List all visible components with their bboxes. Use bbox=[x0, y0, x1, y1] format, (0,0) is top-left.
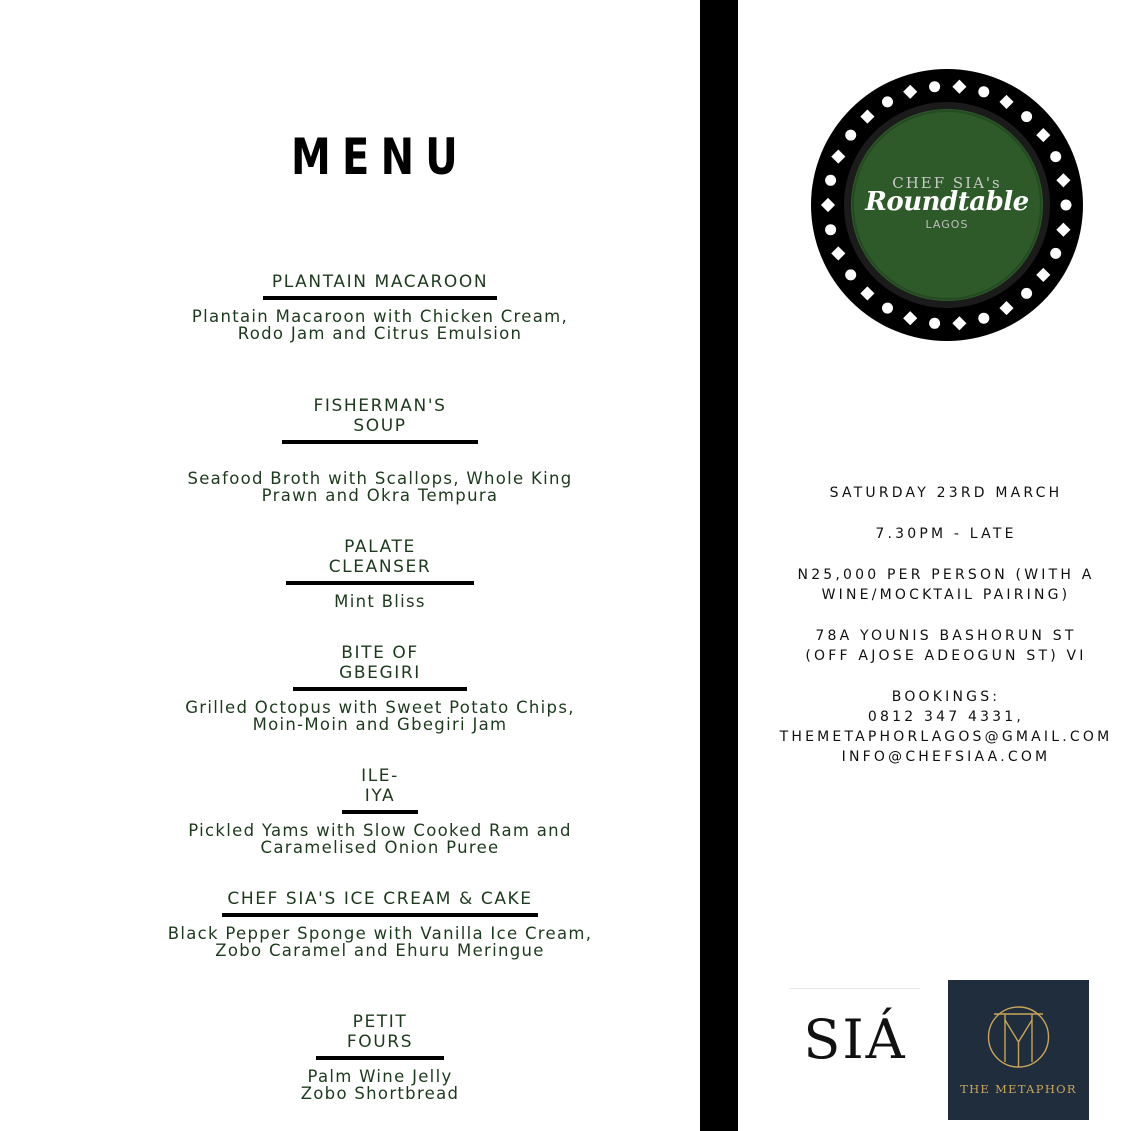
event-address bbox=[738, 626, 1142, 666]
event-address-line: 78A YOUNIS BASHORUN ST bbox=[815, 628, 1077, 644]
course-title: PALATE CLEANSER bbox=[286, 537, 474, 585]
bookings-label: BOOKINGS: bbox=[891, 689, 1001, 705]
course-description-line: Zobo Shortbread bbox=[300, 1084, 460, 1103]
course-title: PETIT FOURS bbox=[316, 1012, 444, 1060]
bookings-phone: 0812 347 4331, bbox=[867, 709, 1025, 725]
course-description-line: Zobo Caramel and Ehuru Meringue bbox=[215, 941, 545, 960]
roundtable-logo bbox=[810, 68, 1084, 342]
course-title: PLANTAIN MACAROON bbox=[263, 272, 497, 300]
course-petit-fours bbox=[0, 1012, 760, 1102]
event-time-text: 7.30PM - LATE bbox=[875, 526, 1017, 542]
course-palate-cleanser bbox=[0, 537, 760, 610]
event-time bbox=[738, 524, 1142, 544]
course-description-line: Pickled Yams with Slow Cooked Ram and bbox=[188, 821, 572, 840]
vertical-divider bbox=[700, 0, 738, 1131]
course-description-line: Prawn and Okra Tempura bbox=[261, 486, 499, 505]
event-address-line: (OFF AJOSE ADEOGUN ST) VI bbox=[805, 648, 1087, 664]
course-ice-cream-and-cake bbox=[0, 889, 760, 959]
course-title: FISHERMAN'S SOUP bbox=[282, 396, 478, 444]
course-ile-iya bbox=[0, 766, 760, 856]
bookings-email: THEMETAPHORLAGOS@GMAIL.COM bbox=[779, 729, 1113, 745]
course-description bbox=[0, 593, 760, 610]
course-plantain-macaroon bbox=[0, 272, 760, 342]
course-description-line: Mint Bliss bbox=[334, 592, 426, 611]
course-description bbox=[0, 925, 760, 959]
course-description-line: Black Pepper Sponge with Vanilla Ice Cream, bbox=[167, 924, 593, 943]
course-description-line: Grilled Octopus with Sweet Potato Chips, bbox=[185, 698, 575, 717]
metaphor-emblem-icon bbox=[948, 980, 1089, 1120]
event-price-line: WINE/MOCKTAIL PAIRING) bbox=[821, 587, 1071, 603]
info-panel bbox=[738, 0, 1142, 1131]
course-description-line: Caramelised Onion Puree bbox=[260, 838, 500, 857]
logo-line-roundtable: Roundtable bbox=[865, 187, 1029, 217]
logo-line-lagos: LAGOS bbox=[925, 218, 969, 231]
course-description bbox=[0, 822, 760, 856]
course-description bbox=[0, 308, 760, 342]
event-date bbox=[738, 483, 1142, 503]
event-bookings bbox=[738, 687, 1142, 767]
course-bite-of-gbegiri bbox=[0, 643, 760, 733]
course-description-line: Palm Wine Jelly bbox=[307, 1067, 453, 1086]
course-title: ILE-IYA bbox=[342, 766, 418, 814]
course-description-line: Rodo Jam and Citrus Emulsion bbox=[237, 324, 523, 343]
sia-logo bbox=[790, 988, 920, 1108]
course-fishermans-soup bbox=[0, 396, 760, 504]
course-description bbox=[0, 1068, 760, 1102]
roundtable-logo-text bbox=[810, 68, 1084, 342]
logo-line-chef: CHEF SIA's bbox=[892, 174, 1002, 192]
course-description bbox=[0, 699, 760, 733]
bookings-email: INFO@CHEFSIAA.COM bbox=[841, 749, 1051, 765]
sia-logo-text: SIÁ bbox=[803, 1008, 907, 1071]
event-price bbox=[738, 565, 1142, 605]
course-description-line: Moin-Moin and Gbegiri Jam bbox=[252, 715, 508, 734]
event-price-line: N25,000 PER PERSON (WITH A bbox=[797, 567, 1095, 583]
menu-title: MENU bbox=[291, 128, 469, 186]
event-date-text: SATURDAY 23RD MARCH bbox=[829, 485, 1063, 501]
course-title: CHEF SIA'S ICE CREAM & CAKE bbox=[222, 889, 538, 917]
course-title: BITE OF GBEGIRI bbox=[293, 643, 467, 691]
course-description-line: Seafood Broth with Scallops, Whole King bbox=[187, 469, 573, 488]
course-description-line: Plantain Macaroon with Chicken Cream, bbox=[191, 307, 569, 326]
the-metaphor-logo bbox=[948, 980, 1089, 1120]
metaphor-logo-text: THE METAPHOR bbox=[960, 1082, 1077, 1096]
course-description bbox=[0, 470, 760, 504]
